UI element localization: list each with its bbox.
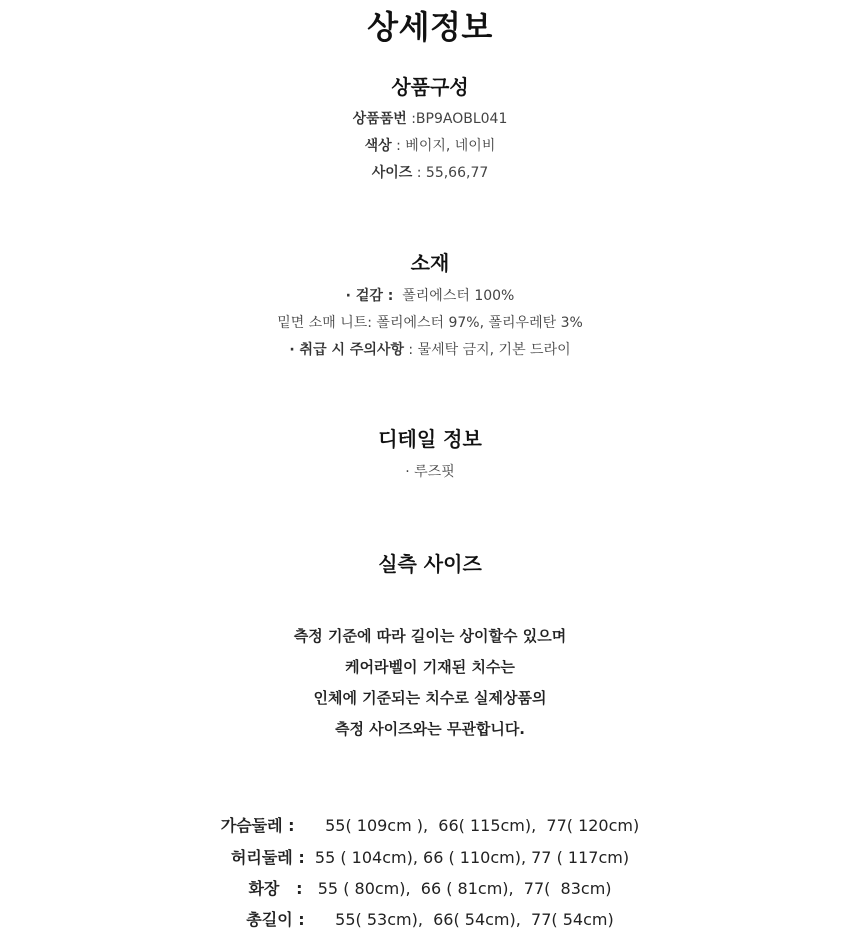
measure-note-line: 측정 사이즈와는 무관합니다. — [334, 720, 526, 738]
size-value: : 55,66,77 — [412, 165, 489, 181]
size-line — [0, 162, 860, 182]
composition-heading: 상품구성 — [391, 75, 469, 99]
measure-note-line: 측정 기준에 따라 길이는 상이할수 있으며 — [293, 627, 567, 645]
size-label: 사이즈 — [371, 165, 413, 181]
product-number-line — [0, 108, 860, 128]
measure-label: 화장 : — [248, 879, 303, 898]
measure-label: 허리둘레 : — [230, 848, 305, 867]
page-title: 상세정보 — [367, 8, 493, 46]
measure-row-length — [0, 907, 860, 930]
care-line — [0, 339, 860, 359]
detail-heading: 디테일 정보 — [378, 427, 482, 451]
measure-row-waist — [0, 845, 860, 868]
measure-value: 55( 109cm ), 66( 115cm), 77( 120cm) — [294, 816, 640, 835]
measure-note-line: 인체에 기준되는 치수로 실제상품의 — [313, 689, 547, 707]
measure-note-line: 케어라벨이 기재된 치수는 — [345, 658, 515, 676]
color-label: 색상 — [364, 138, 392, 154]
material-heading: 소재 — [410, 251, 450, 275]
measure-value: 55 ( 104cm), 66 ( 110cm), 77 ( 117cm) — [304, 848, 630, 867]
measure-value: 55 ( 80cm), 66 ( 81cm), 77( 83cm) — [302, 879, 612, 898]
measure-label: 가슴둘레 : — [220, 816, 295, 835]
product-number-value: :BP9AOBL041 — [406, 111, 508, 127]
color-value: : 베이지, 네이비 — [391, 138, 496, 154]
measure-label: 총길이 : — [246, 910, 305, 929]
measure-row-sleeve — [0, 876, 860, 899]
care-label: · 취급 시 주의사항 — [289, 342, 404, 358]
outer-material-line — [0, 285, 860, 305]
fit-line: · 루즈핏 — [405, 464, 455, 480]
care-value: : 물세탁 금지, 기본 드라이 — [403, 342, 571, 358]
sleeve-material-line: 밑면 소매 니트: 폴리에스터 97%, 폴리우레탄 3% — [277, 315, 583, 331]
color-line — [0, 135, 860, 155]
measure-heading: 실측 사이즈 — [378, 552, 482, 576]
outer-material-label: · 겉감 : — [345, 288, 394, 304]
measure-value: 55( 53cm), 66( 54cm), 77( 54cm) — [304, 910, 614, 929]
product-number-label: 상품품번 — [352, 111, 407, 127]
measure-row-chest — [0, 813, 860, 836]
outer-material-value: 폴리에스터 100% — [393, 288, 515, 304]
